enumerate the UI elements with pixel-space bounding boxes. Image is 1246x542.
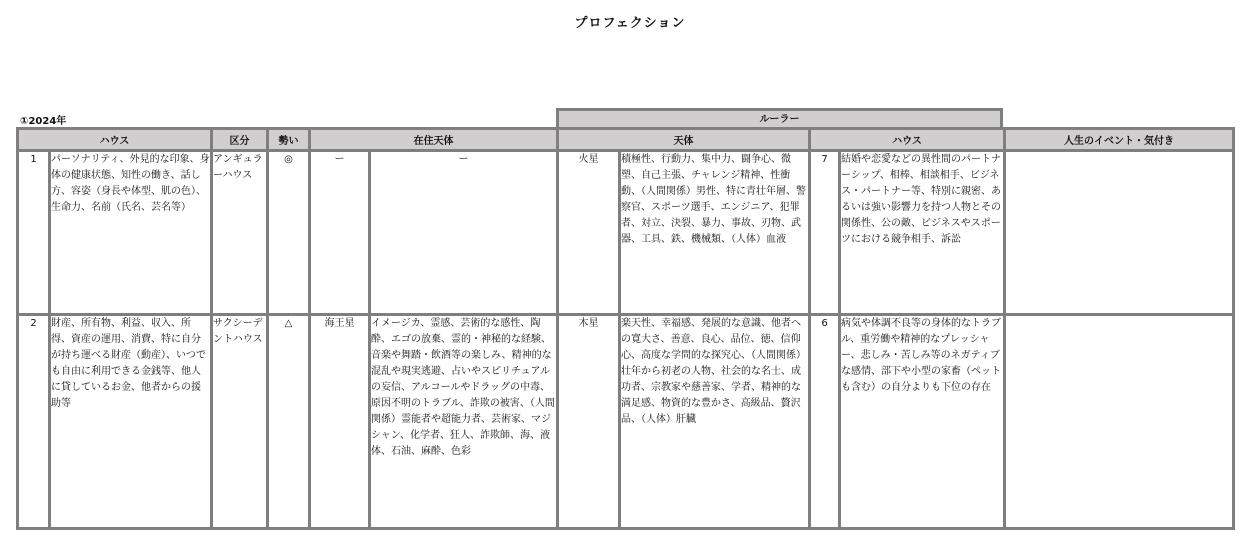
house-description: 財産、所有物、利益、収入、所得、資産の運用、消費、特に自分が持ち運べる財産（動産）、いつでも自由に利用できる金銭等、他人に貸しているお金、他者からの援助等 [50,315,212,529]
header-house: ハウス [18,129,212,151]
house-description: パーソナリティ、外見的な印象、身体の健康状態、知性の働き、話し方、容姿（身長や体型、肌の色）、生命力、名前（氏名、芸名等） [50,151,212,315]
category-cell: サクシーデントハウス [212,315,268,529]
ruler-planet: 木星 [558,315,620,529]
strength-cell: ◎ [268,151,310,315]
header-ruler-house: ハウス [810,129,1005,151]
strength-cell: △ [268,315,310,529]
resident-planet: ー [310,151,370,315]
table-row [18,151,1234,315]
resident-description: ー [370,151,558,315]
ruler-planet: 火星 [558,151,620,315]
notes-cell[interactable] [1005,315,1234,529]
page-title: プロフェクション [574,16,686,31]
table-row [18,315,1234,529]
resident-description: イメージカ、霊感、芸術的な感性、陶酔、エゴの放棄、霊的・神秘的な経験、音楽や舞踏・飲酒等の楽しみ、精神的な混乱や現実逃避、占いやスピリチュアルの妄信、アルコールやドラッグの中毒、原因不明のトラブル、詐欺の被害、（人間関係）霊能者や超能力者、芸術家、マジシャン、化学者、狂人、詐欺師、海、液体、石油、麻酔、色彩 [370,315,558,529]
header-notes: 人生のイベント・気付き [1005,129,1234,151]
header-category: 区分 [212,129,268,151]
house-number: 1 [18,151,50,315]
resident-planet: 海王星 [310,315,370,529]
profection-table [16,127,1235,530]
header-ruler-planet: 天体 [558,129,810,151]
ruler-house-description: 結婚や恋愛などの異性間のパートナーシップ、相棒、相談相手、ビジネス・パートナー等、特別に親密、あるいは強い影響力を持つ人物とその関係性、公の敵、ビジネスやスポーツにおける競争相手、訴訟 [840,151,1005,315]
notes-cell[interactable] [1005,151,1234,315]
header-resident: 在住天体 [310,129,558,151]
house-number: 2 [18,315,50,529]
ruler-house-description: 病気や体調不良等の身体的なトラブル、重労働や精神的なプレッシャー、悲しみ・苦しみ等のネガティブな感情、部下や小型の家畜（ペットも含む）の自分よりも下位の存在 [840,315,1005,529]
ruler-house-number: 7 [810,151,840,315]
ruler-house-number: 6 [810,315,840,529]
ruler-planet-description: 楽天性、幸福感、発展的な意識、他者への寛大さ、善意、良心、品位、徳、信仰心、高度な学問的な探究心、（人間関係）壮年から初老の人物、社会的な名士、成功者、宗教家や慈善家、学者、精神的な満足感、物資的な豊かさ、高級品、贅沢品、（人体）肝臓 [620,315,810,529]
ruler-planet-description: 積極性、行動力、集中力、闘争心、微塑、自己主張、チャレンジ精神、性衝動、（人間関係）男性、特に青壮年層、警察官、スポーツ選手、エンジニア、犯罪者、対立、決裂、暴力、事故、刃物、武器、工具、鉄、機械類、（人体）血液 [620,151,810,315]
ruler-group-header: ルーラー [556,108,1003,127]
category-cell: アンギュラーハウス [212,151,268,315]
header-strength: 勢い [268,129,310,151]
header-row [18,129,1234,151]
section-label: ①2024年 [20,116,67,127]
